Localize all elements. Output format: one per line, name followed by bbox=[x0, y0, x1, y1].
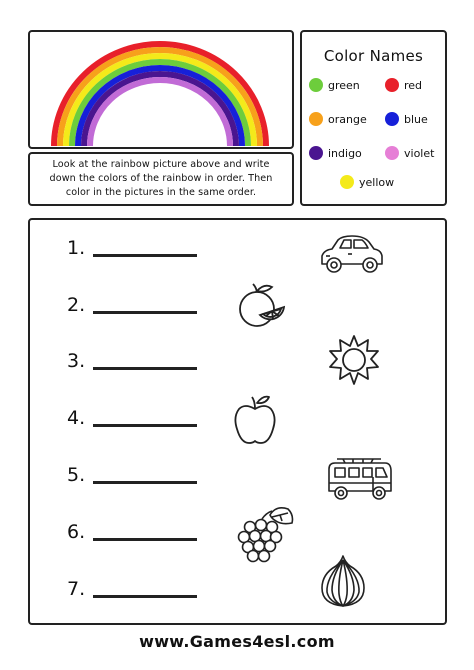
answer-line-3[interactable] bbox=[93, 367, 197, 370]
answer-line-7[interactable] bbox=[93, 595, 197, 598]
color-label: indigo bbox=[328, 146, 362, 160]
grapes-icon bbox=[236, 505, 298, 565]
item-number: 2. bbox=[67, 294, 86, 316]
color-name-indigo bbox=[309, 146, 362, 160]
color-names-title: Color Names bbox=[323, 47, 424, 65]
blue-dot-icon bbox=[385, 112, 399, 126]
footer-website: www.Games4esl.com bbox=[139, 632, 335, 651]
color-name-red bbox=[385, 78, 422, 92]
orange-dot-icon bbox=[309, 112, 323, 126]
violet-dot-icon bbox=[385, 146, 399, 160]
color-label: violet bbox=[404, 146, 435, 160]
color-label: green bbox=[328, 78, 360, 92]
orange-fruit-icon bbox=[236, 281, 286, 331]
answer-line-4[interactable] bbox=[93, 424, 197, 427]
item-number: 3. bbox=[67, 350, 86, 372]
color-label: yellow bbox=[359, 175, 395, 189]
answer-line-1[interactable] bbox=[93, 254, 197, 257]
answer-line-6[interactable] bbox=[93, 538, 197, 541]
instructions-box bbox=[28, 152, 294, 206]
color-name-blue bbox=[385, 112, 428, 126]
item-number: 4. bbox=[67, 407, 86, 429]
item-number: 6. bbox=[67, 521, 86, 543]
car-icon bbox=[318, 234, 386, 276]
green-dot-icon bbox=[309, 78, 323, 92]
yellow-dot-icon bbox=[340, 175, 354, 189]
answer-line-2[interactable] bbox=[93, 311, 197, 314]
rainbow-icon bbox=[30, 32, 292, 147]
item-number: 1. bbox=[67, 237, 86, 259]
color-label: red bbox=[404, 78, 423, 92]
item-number: 5. bbox=[67, 464, 86, 486]
sun-icon bbox=[328, 334, 380, 386]
van-icon bbox=[323, 457, 395, 505]
rainbow-picture-box bbox=[28, 30, 294, 149]
apple-icon bbox=[233, 393, 277, 445]
indigo-dot-icon bbox=[309, 146, 323, 160]
red-dot-icon bbox=[385, 78, 399, 92]
color-label: blue bbox=[404, 112, 428, 126]
color-name-orange bbox=[309, 112, 367, 126]
onion-icon bbox=[318, 554, 368, 608]
answer-line-5[interactable] bbox=[93, 481, 197, 484]
color-names-box bbox=[300, 30, 447, 206]
instructions-text: Look at the rainbow picture above and write down the colors of the rainbow in order. Then color in the pictures in the same order. bbox=[49, 159, 273, 198]
color-label: orange bbox=[328, 112, 367, 126]
color-name-green bbox=[309, 78, 360, 92]
item-number: 7. bbox=[67, 578, 86, 600]
color-name-violet bbox=[385, 146, 434, 160]
color-name-yellow bbox=[340, 175, 394, 189]
